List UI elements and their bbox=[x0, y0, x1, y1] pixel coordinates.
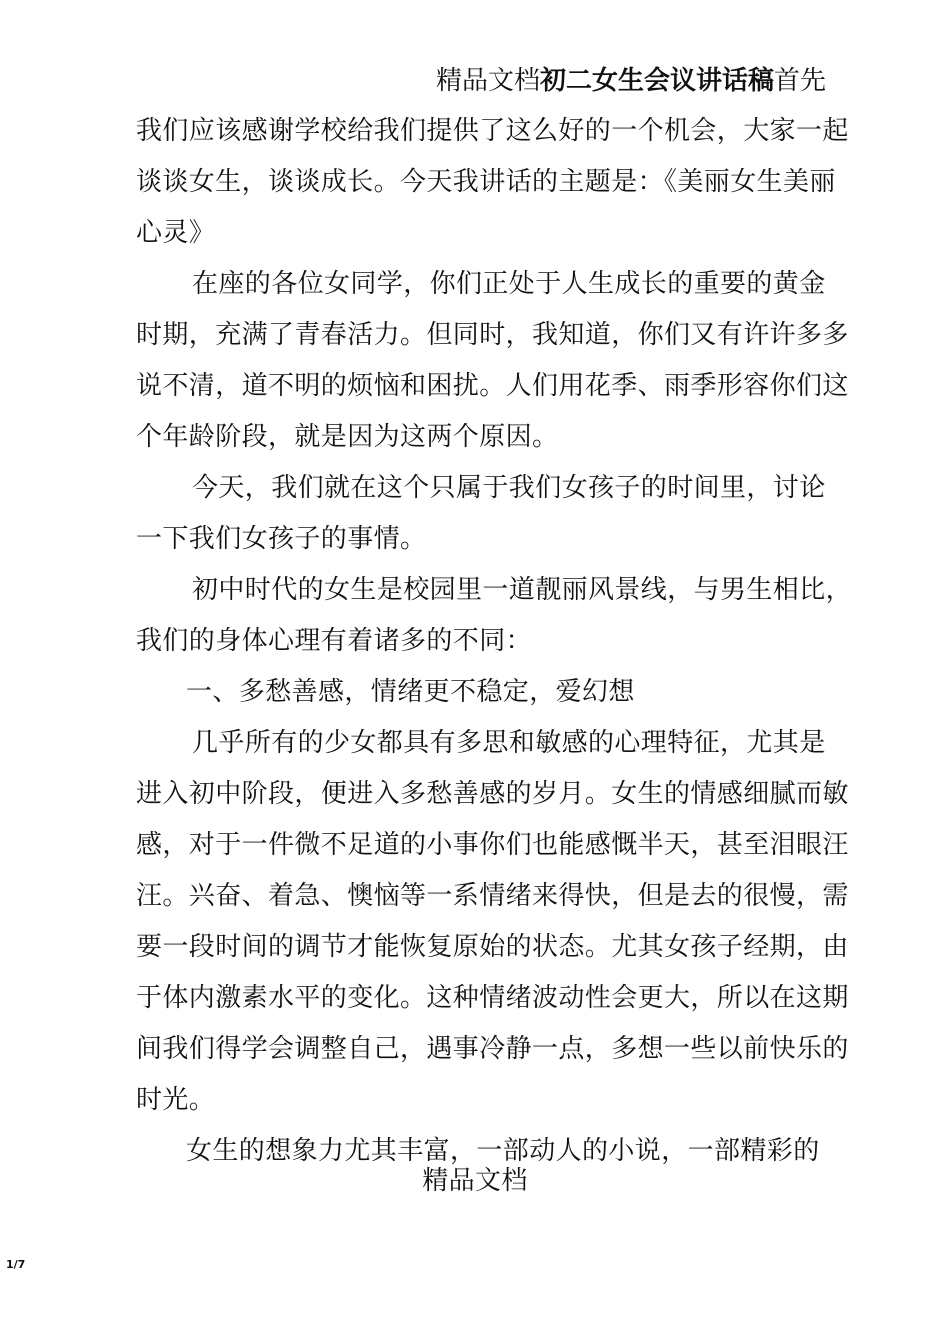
body-line-10: 初中时代的女生是校园里一道靓丽风景线，与男生相比， bbox=[192, 575, 853, 605]
page-number: 1/7 bbox=[6, 1258, 26, 1271]
body-line-19: 间我们得学会调整自己，遇事冷静一点，多想一些以前快乐的 bbox=[136, 1034, 849, 1064]
body-line-2: 谈谈女生，谈谈成长。今天我讲话的主题是：《美丽女生美丽 bbox=[136, 167, 836, 197]
document-title: 初二女生会议讲话稿 bbox=[539, 66, 774, 96]
body-line-15: 感，对于一件微不足道的小事你们也能感慨半天，甚至泪眼汪 bbox=[136, 830, 849, 860]
header-suffix: 首先 bbox=[773, 66, 826, 96]
body-line-20: 时光。 bbox=[136, 1085, 216, 1115]
body-line-21: 女生的想象力尤其丰富，一部动人的小说，一部精彩的 bbox=[186, 1136, 820, 1166]
header-line bbox=[0, 66, 826, 96]
body-line-11: 我们的身体心理有着诸多的不同： bbox=[136, 626, 533, 656]
body-line-14: 进入初中阶段，便进入多愁善感的岁月。女生的情感细腻而敏 bbox=[136, 779, 849, 809]
body-line-7: 个年龄阶段，就是因为这两个原因。 bbox=[136, 422, 559, 452]
body-line-17: 要一段时间的调节才能恢复原始的状态。尤其女孩子经期，由 bbox=[136, 932, 849, 962]
body-line-4: 在座的各位女同学，你们正处于人生成长的重要的黄金 bbox=[192, 269, 826, 299]
body-line-1: 我们应该感谢学校给我们提供了这么好的一个机会，大家一起 bbox=[136, 116, 849, 146]
body-line-6: 说不清，道不明的烦恼和困扰。人们用花季、雨季形容你们这 bbox=[136, 371, 849, 401]
body-line-18: 于体内激素水平的变化。这种情绪波动性会更大，所以在这期 bbox=[136, 983, 849, 1013]
header-prefix: 精品文档 bbox=[435, 66, 540, 96]
section-heading: 一、多愁善感，情绪更不稳定，爱幻想 bbox=[186, 677, 635, 707]
footer-label: 精品文档 bbox=[422, 1166, 528, 1196]
body-line-13: 几乎所有的少女都具有多思和敏感的心理特征，尤其是 bbox=[192, 728, 826, 758]
body-line-5: 时期，充满了青春活力。但同时，我知道，你们又有许许多多 bbox=[136, 320, 849, 350]
body-line-8: 今天，我们就在这个只属于我们女孩子的时间里，讨论 bbox=[192, 473, 826, 503]
body-line-3: 心灵》 bbox=[136, 218, 216, 248]
body-line-16: 汪。兴奋、着急、懊恼等一系情绪来得快，但是去的很慢，需 bbox=[136, 881, 849, 911]
body-line-9: 一下我们女孩子的事情。 bbox=[136, 524, 427, 554]
